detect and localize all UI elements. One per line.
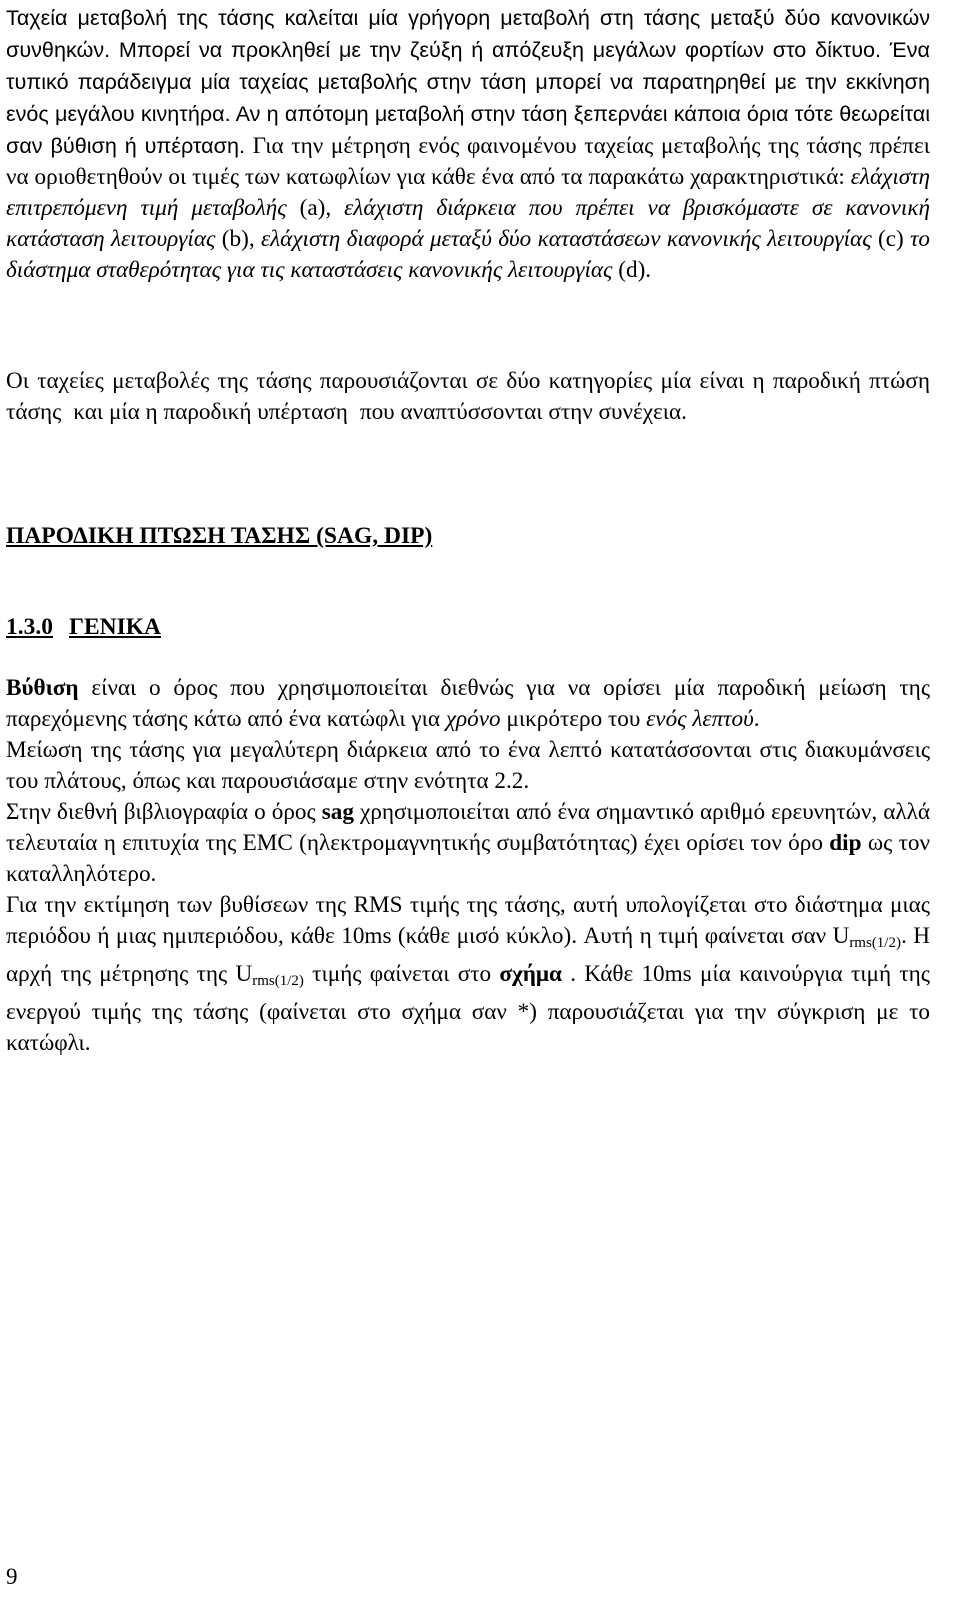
body-p4-text-d: . Κάθε 10ms μία καινούργια τιμή της ενεργού τιμής της τάσης (φαίνεται στο σχήμα σαν *) παρουσιάζεται για την σύγκριση με το κατώφλι. (6, 961, 930, 1056)
characteristic-b-tag: (b), (215, 226, 261, 252)
subsection-title: ΓΕΝΙΚΑ (69, 614, 161, 640)
term-chrono: χρόνο (445, 706, 501, 732)
characteristic-d-tag: (d). (612, 257, 652, 283)
intro-serif-lead: Για την μέτρηση ενός φαινομένου ταχείας μεταβολής της τάσης πρέπει να οριοθετηθούν οι τιμές των κατωφλίων για κάθε ένα από τα παρακάτω χαρακτηριστικά: (6, 133, 930, 190)
urms-subscript-2: rms(1/2) (252, 973, 304, 989)
characteristic-a-tag: (a), (286, 195, 345, 221)
categories-part-1: Οι ταχείες μεταβολές της τάσης παρουσιάζονται σε δύο κατηγορίες μία είναι η παροδική πτώση τάσης (6, 368, 930, 425)
categories-paragraph (6, 366, 930, 428)
characteristic-c: ελάχιστη διαφορά μεταξύ δύο καταστάσεων κανονικής λειτουργίας (260, 226, 872, 252)
body-p1-text-b: μικρότερο του (500, 706, 647, 732)
term-enos-leptou: ενός λεπτού (646, 706, 754, 732)
categories-part-3: που αναπτύσσονται στην συνέχεια. (359, 399, 687, 425)
term-sag: sag (321, 799, 354, 825)
urms-subscript-1: rms(1/2) (849, 935, 901, 951)
figure-reference: σχήμα (499, 961, 562, 987)
characteristic-a: ελάχιστη επιτρεπόμενη τιμή μεταβολής (6, 164, 930, 221)
term-vythisi: Βύθιση (6, 675, 79, 701)
body-p1-text-c: . (753, 706, 760, 732)
section-title: ΠΑΡΟΔΙΚΗ ΠΤΩΣΗ ΤΑΣΗΣ (SAG, DIP) (6, 523, 433, 549)
body-paragraph-4 (6, 890, 930, 1059)
page-number: 9 (6, 1564, 18, 1589)
body-p4-text-b: . Η αρχή της μέτρησης της U (6, 923, 930, 987)
characteristic-d: το διάστημα σταθερότητας για τις καταστάσεις κανονικής λειτουργίας (6, 226, 930, 283)
body-p1-text-a: είναι ο όρος που χρησιμοποιείται διεθνώς για να ορίσει μία παροδική μείωση της παρεχόμενης τάσης κάτω από ένα κατώφλι για (6, 675, 930, 732)
body-p4-text-a: Για την εκτίμηση των βυθίσεων της RMS τιμής της τάσης, αυτή υπολογίζεται στο διάστημα μιας περιόδου ή μιας ημιπεριόδου, κάθε 10ms (κάθε μισό κύκλο). Αυτή η τιμή φαίνεται σαν U (6, 892, 930, 949)
body-p3-text-a: Στην διεθνή βιβλιογραφία ο όρος (6, 799, 322, 825)
intro-paragraph (6, 2, 930, 286)
body-paragraph-1 (6, 673, 930, 735)
subsection-heading (6, 612, 161, 643)
intro-sans-text: Ταχεία μεταβολή της τάσης καλείται μία γρήγορη μεταβολή στη τάσης μεταξύ δύο κανονικών συνθηκών. Μπορεί να προκληθεί με την ζεύξη ή απόζευξη μεγάλων φορτίων στο δίκτυο. Ένα τυπικό παράδειγμα μία ταχείας μεταβολής στην τάση μπορεί να παρατηρηθεί με την εκκίνηση ενός μεγάλου κινητήρα. Αν η απότομη μεταβολή στην τάση ξεπερνάει κάποια όρια τότε θεωρείται σαν βύθιση ή υπέρταση. (6, 5, 930, 158)
characteristic-b: ελάχιστη διάρκεια που πρέπει να βρισκόμαστε σε κανονική κατάσταση λειτουργίας (6, 195, 930, 252)
body-paragraph-2: Μείωση της τάσης για μεγαλύτερη διάρκεια από το ένα λεπτό κατατάσσονται στις διακυμάνσεις του πλάτους, όπως και παρουσιάσαμε στην ενότητα 2.2. (6, 737, 930, 794)
body-p4-text-c: τιμής φαίνεται στο (303, 961, 500, 987)
categories-part-2: και μία η παροδική υπέρταση (73, 399, 348, 425)
body-p3-text-b: χρησιμοποιείται από ένα σημαντικό αριθμό ερευνητών, αλλά τελευταία η επιτυχία της EMC (ηλεκτρομαγνητικής συμβατότητας) έχει ορίσει τον όρο (6, 799, 930, 856)
characteristic-c-tag: (c) (871, 226, 911, 252)
body-p3-text-c: ως τον καταλληλότερο. (6, 830, 930, 887)
body-paragraph-3 (6, 797, 930, 890)
term-dip: dip (829, 830, 862, 856)
subsection-number: 1.3.0 (6, 614, 53, 640)
